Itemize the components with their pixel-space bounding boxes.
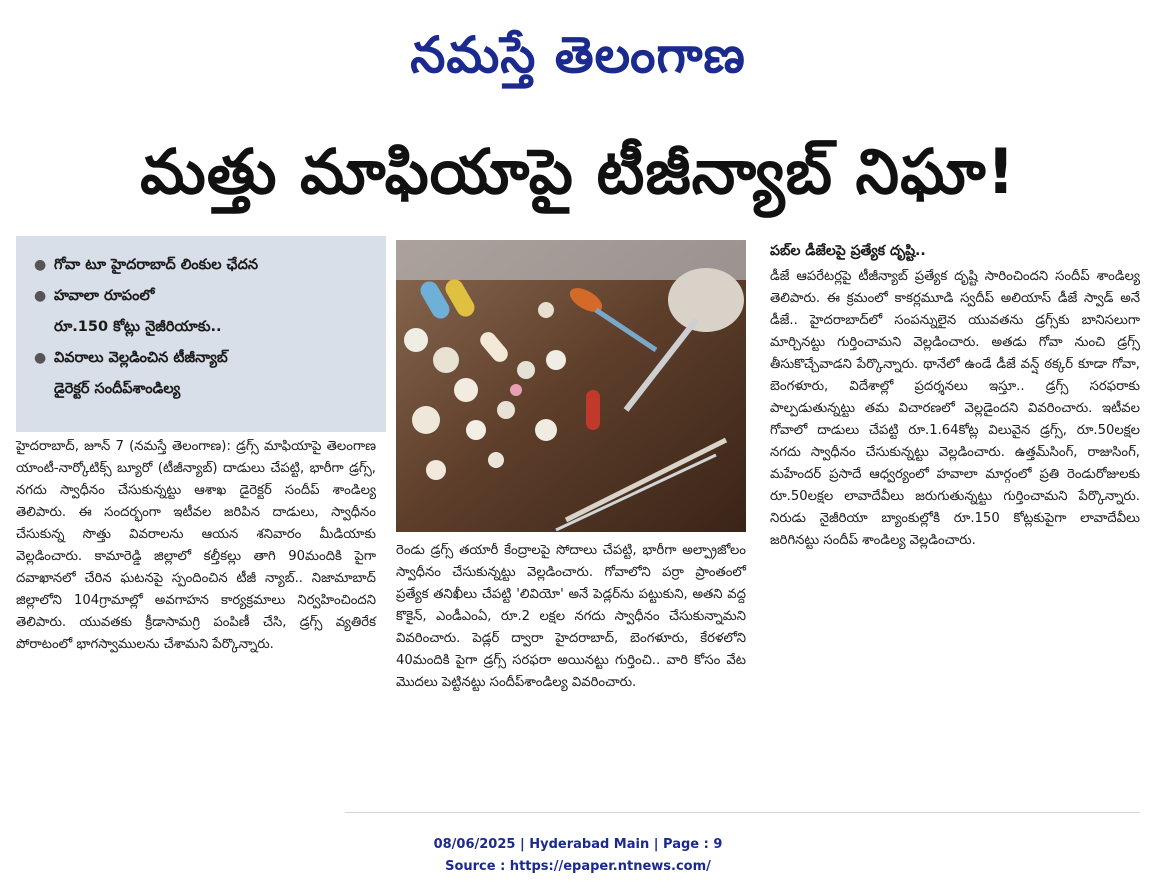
highlight-item: ● గోవా టూ హైదరాబాద్ లింకుల ఛేదన <box>34 250 376 281</box>
drugs-photo-image <box>396 240 746 532</box>
bullet-icon: ● <box>34 257 47 273</box>
bullet-icon: ● <box>34 350 47 366</box>
article-text: డీజే ఆపరేటర్లపై టీజీన్యాబ్ ప్రత్యేక దృష్టి సారించిందని సందీప్ శాండిల్య తెలిపారు. ఈ క్రమంలో కాకర్లమూడి స్వదీప్ అలియాస్ డీజే స్వాడ్ అనే డీజే.. హైదరాబాద్‌లో సంపన్నులైన యువతను డ్రగ్స్‌కు బానిసలుగా మార్చినట్టు గుర్తించామని వెల్లడించారు. అతడు గోవా నుంచి డ్రగ్స్ తీసుకొచ్చేవాడని పేర్కొన్నారు. థానేలో ఉండే డీజే వన్ష్ ఠక్కర్ కూడా గోవా, బెంగళూరు, విదేశాల్లో ప్రదర్శనలు ఇస్తూ.. డ్రగ్స్ సరఫరాకు పాల్పడుతున్నట్టు తమ విచారణలో వెల్లడైందని వివరించారు. ఇటీవల గోవాలో దాడులు చేపట్టి రూ.1.64కోట్ల విలువైన డ్రగ్స్, రూ.50లక్షల నగదు స్వాధీనం చేసుకున్నట్టు వెల్లడించారు. ఉత్తమ్‌సింగ్, రాజుసింగ్, మహేందర్ ప్రసాదే ఆధ్వర్యంలో హవాలా మార్గంలో ప్రతి రెండురోజులకు రూ.50లక్షల లావాదేవీలు జరుగుతున్నట్టు గుర్తించామని పేర్కొన్నారు. నిరుడు నైజీరియా బ్యాంకుల్లోకి రూ.150 కోట్లకుపైగా లావాదేవీలు జరిగినట్టు సందీప్ శాండిల్య వెల్లడించారు. <box>770 269 1140 548</box>
bullet-icon: ● <box>34 288 47 304</box>
highlight-item: ● హవాలా రూపంలో <box>34 281 376 312</box>
footer-source-link[interactable]: Source : https://epaper.ntnews.com/ <box>445 859 711 874</box>
footer <box>0 834 1156 878</box>
article-column-right <box>770 240 1140 552</box>
article-text: హైదరాబాద్, జూన్ 7 (నమస్తే తెలంగాణ): డ్రగ్స్ మాఫియాపై తెలంగాణ యాంటీ-నార్కోటిక్స్ బ్యూరో (టీజీన్యాబ్) దాడులు చేపట్టి, భారీగా డ్రగ్స్, నగదు స్వాధీనం చేసుకున్నట్టు ఆశాఖ డైరెక్టర్ సందీప్ శాండిల్య తెలిపారు. ఈ సందర్భంగా ఇటీవల జరిపిన దాడులు, స్వాధీనం చేసుకున్న సొత్తు వివరాలను ఆయన శనివారం మీడియాకు వెల్లడించారు. కామారెడ్డి జిల్లాలో కల్తీకల్లు తాగి 90మందికి పైగా దవాఖానలో చేరిన ఘటనపై స్పందించిన టీజీ న్యాబ్.. నిజామాబాద్ జిల్లాలోని 104గ్రామాల్లో అవగాహన కార్యక్రమాలు నిర్వహించిందని తెలిపారు. యువతకు క్రీడాసామగ్రి పంపిణీ చేసి, డ్రగ్స్ వ్యతిరేక పోరాటంలో భాగస్వాములను చేశామని పేర్కొన్నారు. <box>16 439 376 652</box>
highlight-item: ● వివరాలు వెల్లడించిన టీజీన్యాబ్ <box>34 343 376 374</box>
article-text: రెండు డ్రగ్స్ తయారీ కేంద్రాలపై సోదాలు చేపట్టి, భారీగా అల్ప్రాజోలం స్వాధీనం చేసుకున్నట్టు వెల్లడించారు. గోవాలోని పర్రా ప్రాంతంలో ప్రత్యేక తనిఖీలు చేపట్టి 'లివియో' అనే పెడ్లర్‌ను పట్టుకుని, అతని వద్ద కొకైన్, ఎండీఎంఏ, రూ.2 లక్షల నగదు స్వాధీనం చేసుకున్నామని వివరించారు. పెడ్లర్ ద్వారా హైదరాబాద్, బెంగళూరు, కేరళలోని 40మందికి పైగా డ్రగ్స్ సరఫరా అయినట్టు గుర్తించి.. వారి కోసం వేట మొదలు పెట్టినట్టు సందీప్‌శాండిల్య వివరించారు. <box>396 543 746 690</box>
masthead-title: నమస్తే తెలంగాణ <box>410 26 746 84</box>
article-column-middle <box>396 540 746 694</box>
highlights-box <box>16 236 386 432</box>
footer-divider <box>345 812 1140 813</box>
masthead <box>0 0 1156 110</box>
article-column-left <box>16 436 376 656</box>
highlight-item-continued: డైరెక్టర్ సందీప్‌శాండిల్య <box>54 381 181 397</box>
drugs-photo <box>396 240 746 532</box>
headline <box>0 118 1156 226</box>
highlight-item-continued: రూ.150 కోట్లు నైజీరియాకు.. <box>54 319 222 335</box>
footer-edition-info: 08/06/2025 | Hyderabad Main | Page : 9 <box>433 837 723 852</box>
headline-text: మత్తు మాఫియాపై టీజీన్యాబ్ నిఘా! <box>140 135 1016 208</box>
section-subheading: పబ్‌ల డీజేలపై ప్రత్యేక దృష్టి.. <box>770 243 926 259</box>
